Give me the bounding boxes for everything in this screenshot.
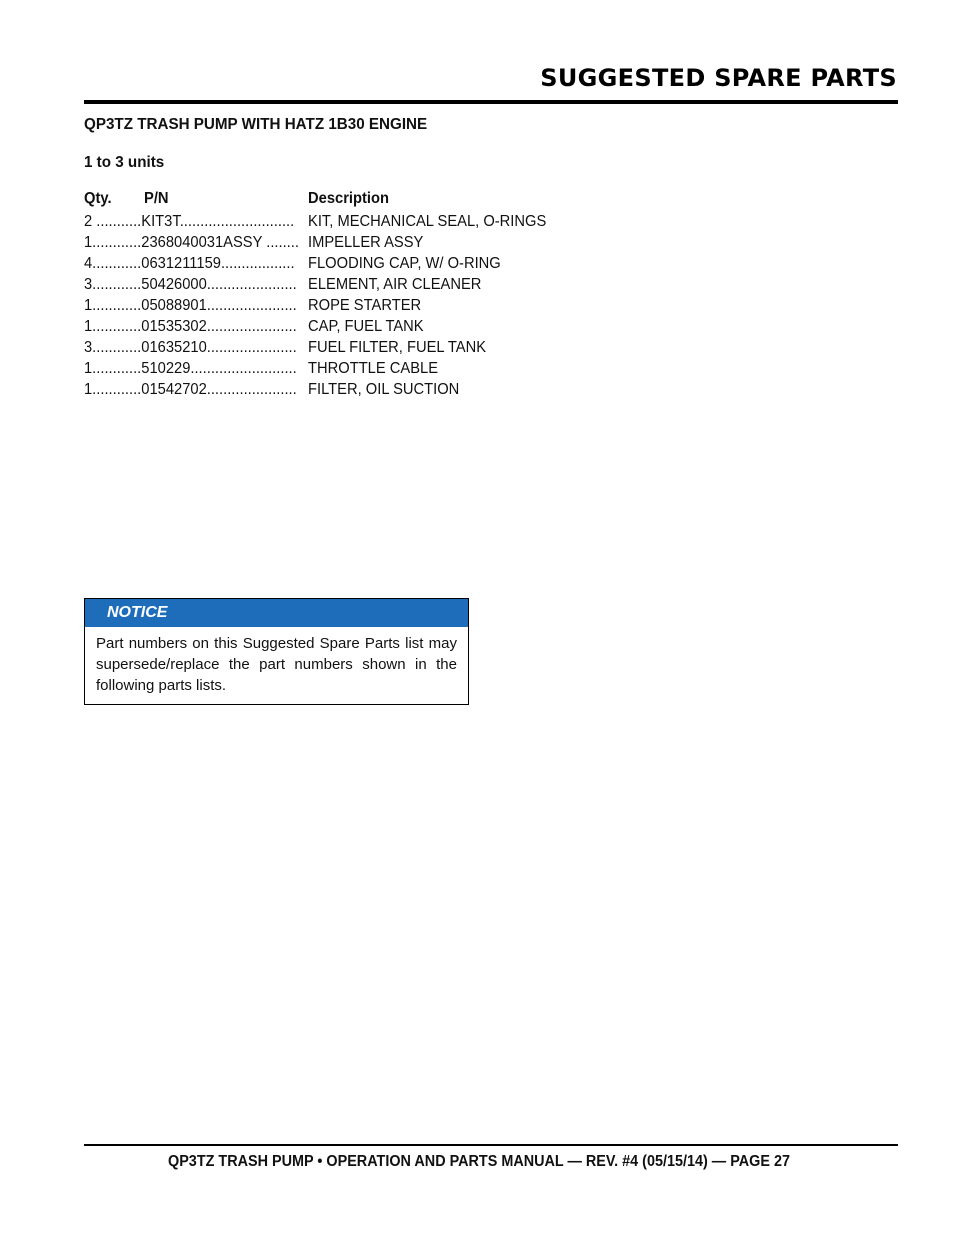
- notice-text: Part numbers on this Suggested Spare Parts list may supersede/replace the part numbers shown in the following parts lists.: [96, 635, 457, 694]
- part-qty-pn: 1............510229..........................: [84, 360, 297, 377]
- part-row: [84, 274, 604, 295]
- part-description: FILTER, OIL SUCTION: [308, 381, 460, 398]
- notice-box: [84, 598, 469, 705]
- title-rule: [84, 100, 898, 104]
- section-heading: QP3TZ TRASH PUMP WITH HATZ 1B30 ENGINE: [84, 116, 428, 133]
- part-qty-pn: 1............05088901......................: [84, 297, 297, 314]
- part-row: [84, 211, 604, 232]
- part-qty-pn: 3............01635210......................: [84, 339, 297, 356]
- part-row: [84, 295, 604, 316]
- part-qty-pn: 1............01535302......................: [84, 318, 297, 335]
- description-header: Description: [308, 190, 389, 207]
- part-description: KIT, MECHANICAL SEAL, O-RINGS: [308, 213, 547, 230]
- part-description: IMPELLER ASSY: [308, 234, 424, 251]
- parts-header-row: [84, 190, 604, 211]
- part-qty-pn: 1............2368040031ASSY ........: [84, 234, 299, 251]
- part-row: [84, 316, 604, 337]
- part-description: ELEMENT, AIR CLEANER: [308, 276, 482, 293]
- part-qty-pn: 4............0631211159..................: [84, 255, 295, 272]
- notice-header: NOTICE: [85, 599, 468, 627]
- units-subheading: 1 to 3 units: [84, 154, 165, 171]
- part-row: [84, 253, 604, 274]
- qty-header: Qty.: [84, 190, 112, 207]
- part-description: THROTTLE CABLE: [308, 360, 439, 377]
- part-qty-pn: 1............01542702......................: [84, 381, 297, 398]
- part-description: FLOODING CAP, W/ O-RING: [308, 255, 501, 272]
- page-title: SUGGESTED SPARE PARTS: [540, 64, 897, 92]
- footer-rule: [84, 1144, 898, 1146]
- part-qty-pn: 3............50426000......................: [84, 276, 297, 293]
- part-row: [84, 358, 604, 379]
- part-description: ROPE STARTER: [308, 297, 422, 314]
- part-row: [84, 232, 604, 253]
- part-qty-pn: 2 ...........KIT3T............................: [84, 213, 295, 230]
- footer-text: QP3TZ TRASH PUMP • OPERATION AND PARTS MANUAL — REV. #4 (05/15/14) — PAGE 27: [168, 1153, 790, 1170]
- part-description: CAP, FUEL TANK: [308, 318, 424, 335]
- parts-table: [84, 190, 604, 400]
- part-description: FUEL FILTER, FUEL TANK: [308, 339, 487, 356]
- part-row: [84, 337, 604, 358]
- part-row: [84, 379, 604, 400]
- pn-header: P/N: [144, 190, 169, 207]
